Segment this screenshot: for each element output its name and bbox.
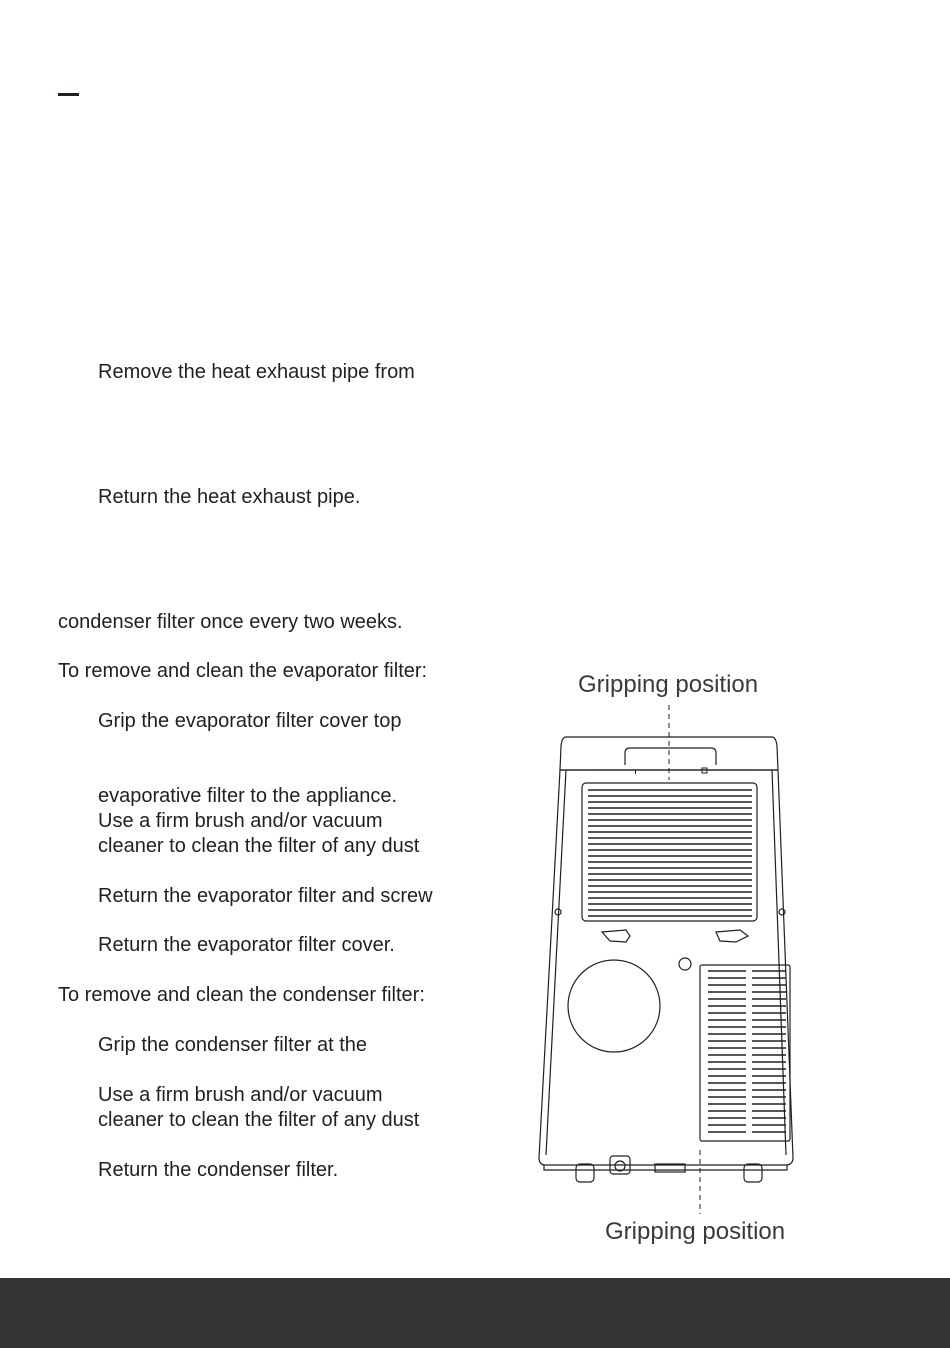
step-condenser-brush-2: cleaner to clean the filter of any dust [98, 1109, 420, 1131]
step-evaporative-filter: evaporative filter to the appliance. [98, 785, 398, 807]
step-condenser-brush-1: Use a firm brush and/or vacuum [98, 1084, 383, 1106]
step-return-evaporator-screw: Return the evaporator filter and screw [98, 885, 433, 907]
step-brush-1: Use a firm brush and/or vacuum [98, 810, 383, 832]
step-brush-2: cleaner to clean the filter of any dust [98, 835, 420, 857]
step-grip-evaporator: Grip the evaporator filter cover top [98, 710, 402, 732]
evaporator-heading: To remove and clean the evaporator filter: [58, 660, 428, 682]
footer-bar [0, 1278, 950, 1348]
cleaning-frequency-text: condenser filter once every two weeks. [58, 611, 403, 633]
step-return-condenser: Return the condenser filter. [98, 1159, 339, 1181]
condenser-heading: To remove and clean the condenser filter: [58, 984, 425, 1006]
step-return-exhaust: Return the heat exhaust pipe. [98, 486, 361, 508]
step-remove-exhaust: Remove the heat exhaust pipe from [98, 361, 415, 383]
air-conditioner-rear-diagram [530, 700, 820, 1220]
step-grip-condenser: Grip the condenser filter at the [98, 1034, 368, 1056]
heading-dash [58, 93, 79, 96]
gripping-position-label-bottom: Gripping position [605, 1218, 786, 1245]
step-return-evaporator-cover: Return the evaporator filter cover. [98, 934, 395, 956]
gripping-position-label-top: Gripping position [578, 671, 759, 698]
